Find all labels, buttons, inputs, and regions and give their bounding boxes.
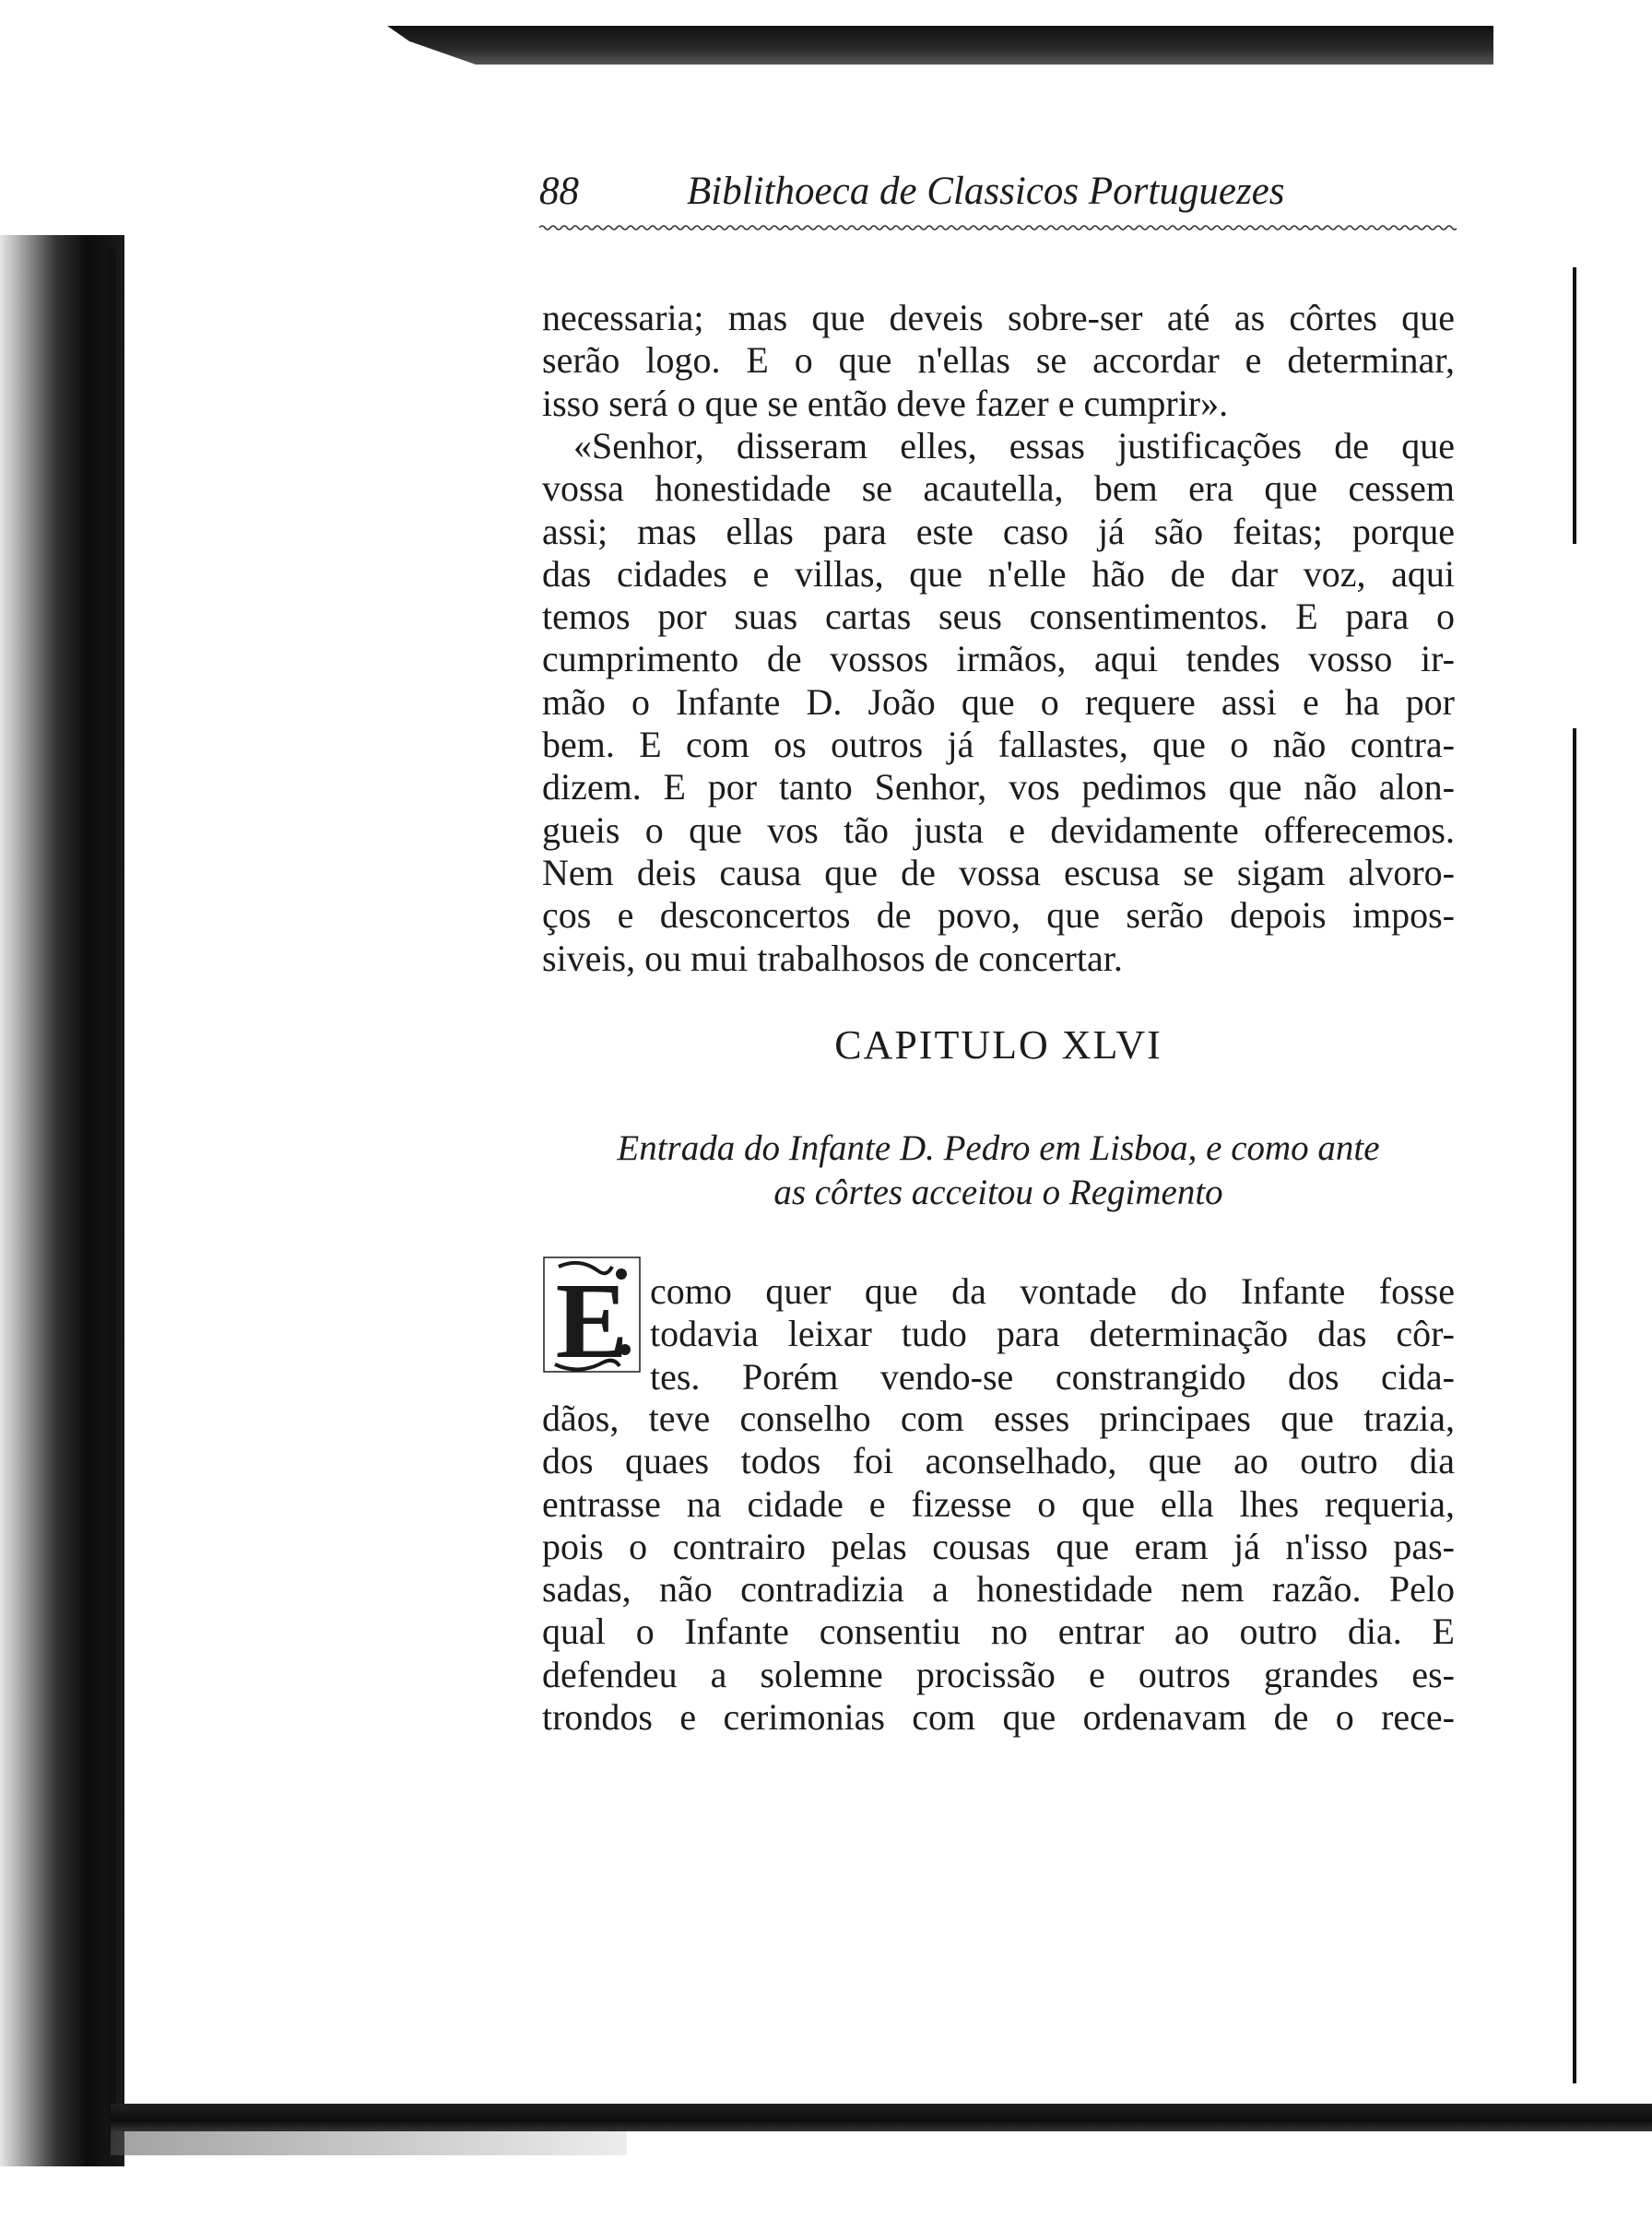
scan-edge-bottom: [111, 2104, 1652, 2131]
text-line: dãos, teve conselho com esses principaes que trazia,: [542, 1398, 1455, 1439]
text-line: Nem deis causa que de vossa escusa se sigam alvoro-: [542, 851, 1455, 893]
drop-cap-letter: E: [555, 1260, 629, 1375]
paragraph-1: [542, 297, 1455, 425]
scan-edge-right-lower: [1573, 728, 1576, 2083]
scan-edge-bottom-fade: [111, 2131, 627, 2155]
text-line: todavia leixar tudo para determinação das côr-: [650, 1313, 1455, 1355]
text-line: cumprimento de vossos irmãos, aqui tendes vosso ir-: [542, 638, 1455, 680]
text-line: siveis, ou mui trabalhosos de concertar.: [542, 937, 1123, 979]
text-line: isso será o que se então deve fazer e cumprir».: [542, 382, 1229, 424]
chapter-subtitle: [542, 1127, 1455, 1215]
text-line: das cidades e villas, que n'elle hão de dar voz, aqui: [542, 552, 1455, 595]
chapter-subtitle-line: as côrtes acceitou o Regimento: [773, 1173, 1223, 1212]
paragraph-3: [542, 1398, 1455, 1739]
text-line: temos por suas cartas seus consentimentos. E para o: [542, 596, 1455, 638]
text-line: vossa honestidade se acautella, bem era que cessem: [542, 467, 1455, 510]
chapter-title: CAPITULO XLVI: [834, 1022, 1162, 1068]
text-line: assi; mas ellas para este caso já são feitas; porque: [542, 510, 1455, 552]
text-line: bem. E com os outros já fallastes, que o não contra-: [542, 724, 1455, 766]
text-line: serão logo. E o que n'ellas se accordar e determinar,: [542, 339, 1455, 382]
header-wavy-rule: [539, 223, 1457, 232]
text-line: como quer que da vontade do Infante fosse: [650, 1270, 1455, 1312]
page-number: 88: [539, 170, 579, 213]
text-line: trondos e cerimonias com que ordenavam de o rece-: [542, 1696, 1455, 1739]
text-line: entrasse na cidade e fizesse o que ella lhes requeria,: [542, 1482, 1455, 1525]
running-title: Biblithoeca de Classicos Portuguezes: [687, 170, 1285, 213]
text-line: dos quaes todos foi aconselhado, que ao outro dia: [542, 1440, 1455, 1482]
scan-edge-right-upper: [1573, 267, 1576, 544]
text-line: tes. Porém vendo-se constrangido dos cida-: [650, 1355, 1455, 1398]
running-header: [539, 169, 1447, 224]
scan-edge-left-line: [109, 249, 116, 2148]
ornamental-drop-cap: [542, 1254, 642, 1375]
text-line: mão o Infante D. João que o requere assi e ha por: [542, 680, 1455, 723]
scan-edge-left: [0, 235, 124, 2166]
text-line: ços e desconcertos de povo, que serão depois impos-: [542, 894, 1455, 937]
text-line: sadas, não contradizia a honestidade nem razão. Pelo: [542, 1568, 1455, 1610]
text-line: gueis o que vos tão justa e devidamente offerecemos.: [542, 808, 1455, 851]
text-line: defendeu a solemne procissão e outros grandes es-: [542, 1653, 1455, 1695]
text-line: necessaria; mas que deveis sobre-ser até as côrtes que: [542, 297, 1455, 338]
text-line: dizem. E por tanto Senhor, vos pedimos que não alon-: [542, 766, 1455, 808]
paragraph-3-indented: [650, 1270, 1455, 1398]
text-line: pois o contrairo pelas cousas que eram já n'isso pas-: [542, 1525, 1455, 1567]
text-line: qual o Infante consentiu no entrar ao outro dia. E: [542, 1610, 1455, 1653]
paragraph-2: [542, 425, 1455, 980]
text-line: «Senhor, disseram elles, essas justificações de que: [573, 425, 1455, 466]
chapter-subtitle-line: Entrada do Infante D. Pedro em Lisboa, e como ante: [617, 1128, 1380, 1168]
scan-edge-top: [387, 26, 1493, 65]
